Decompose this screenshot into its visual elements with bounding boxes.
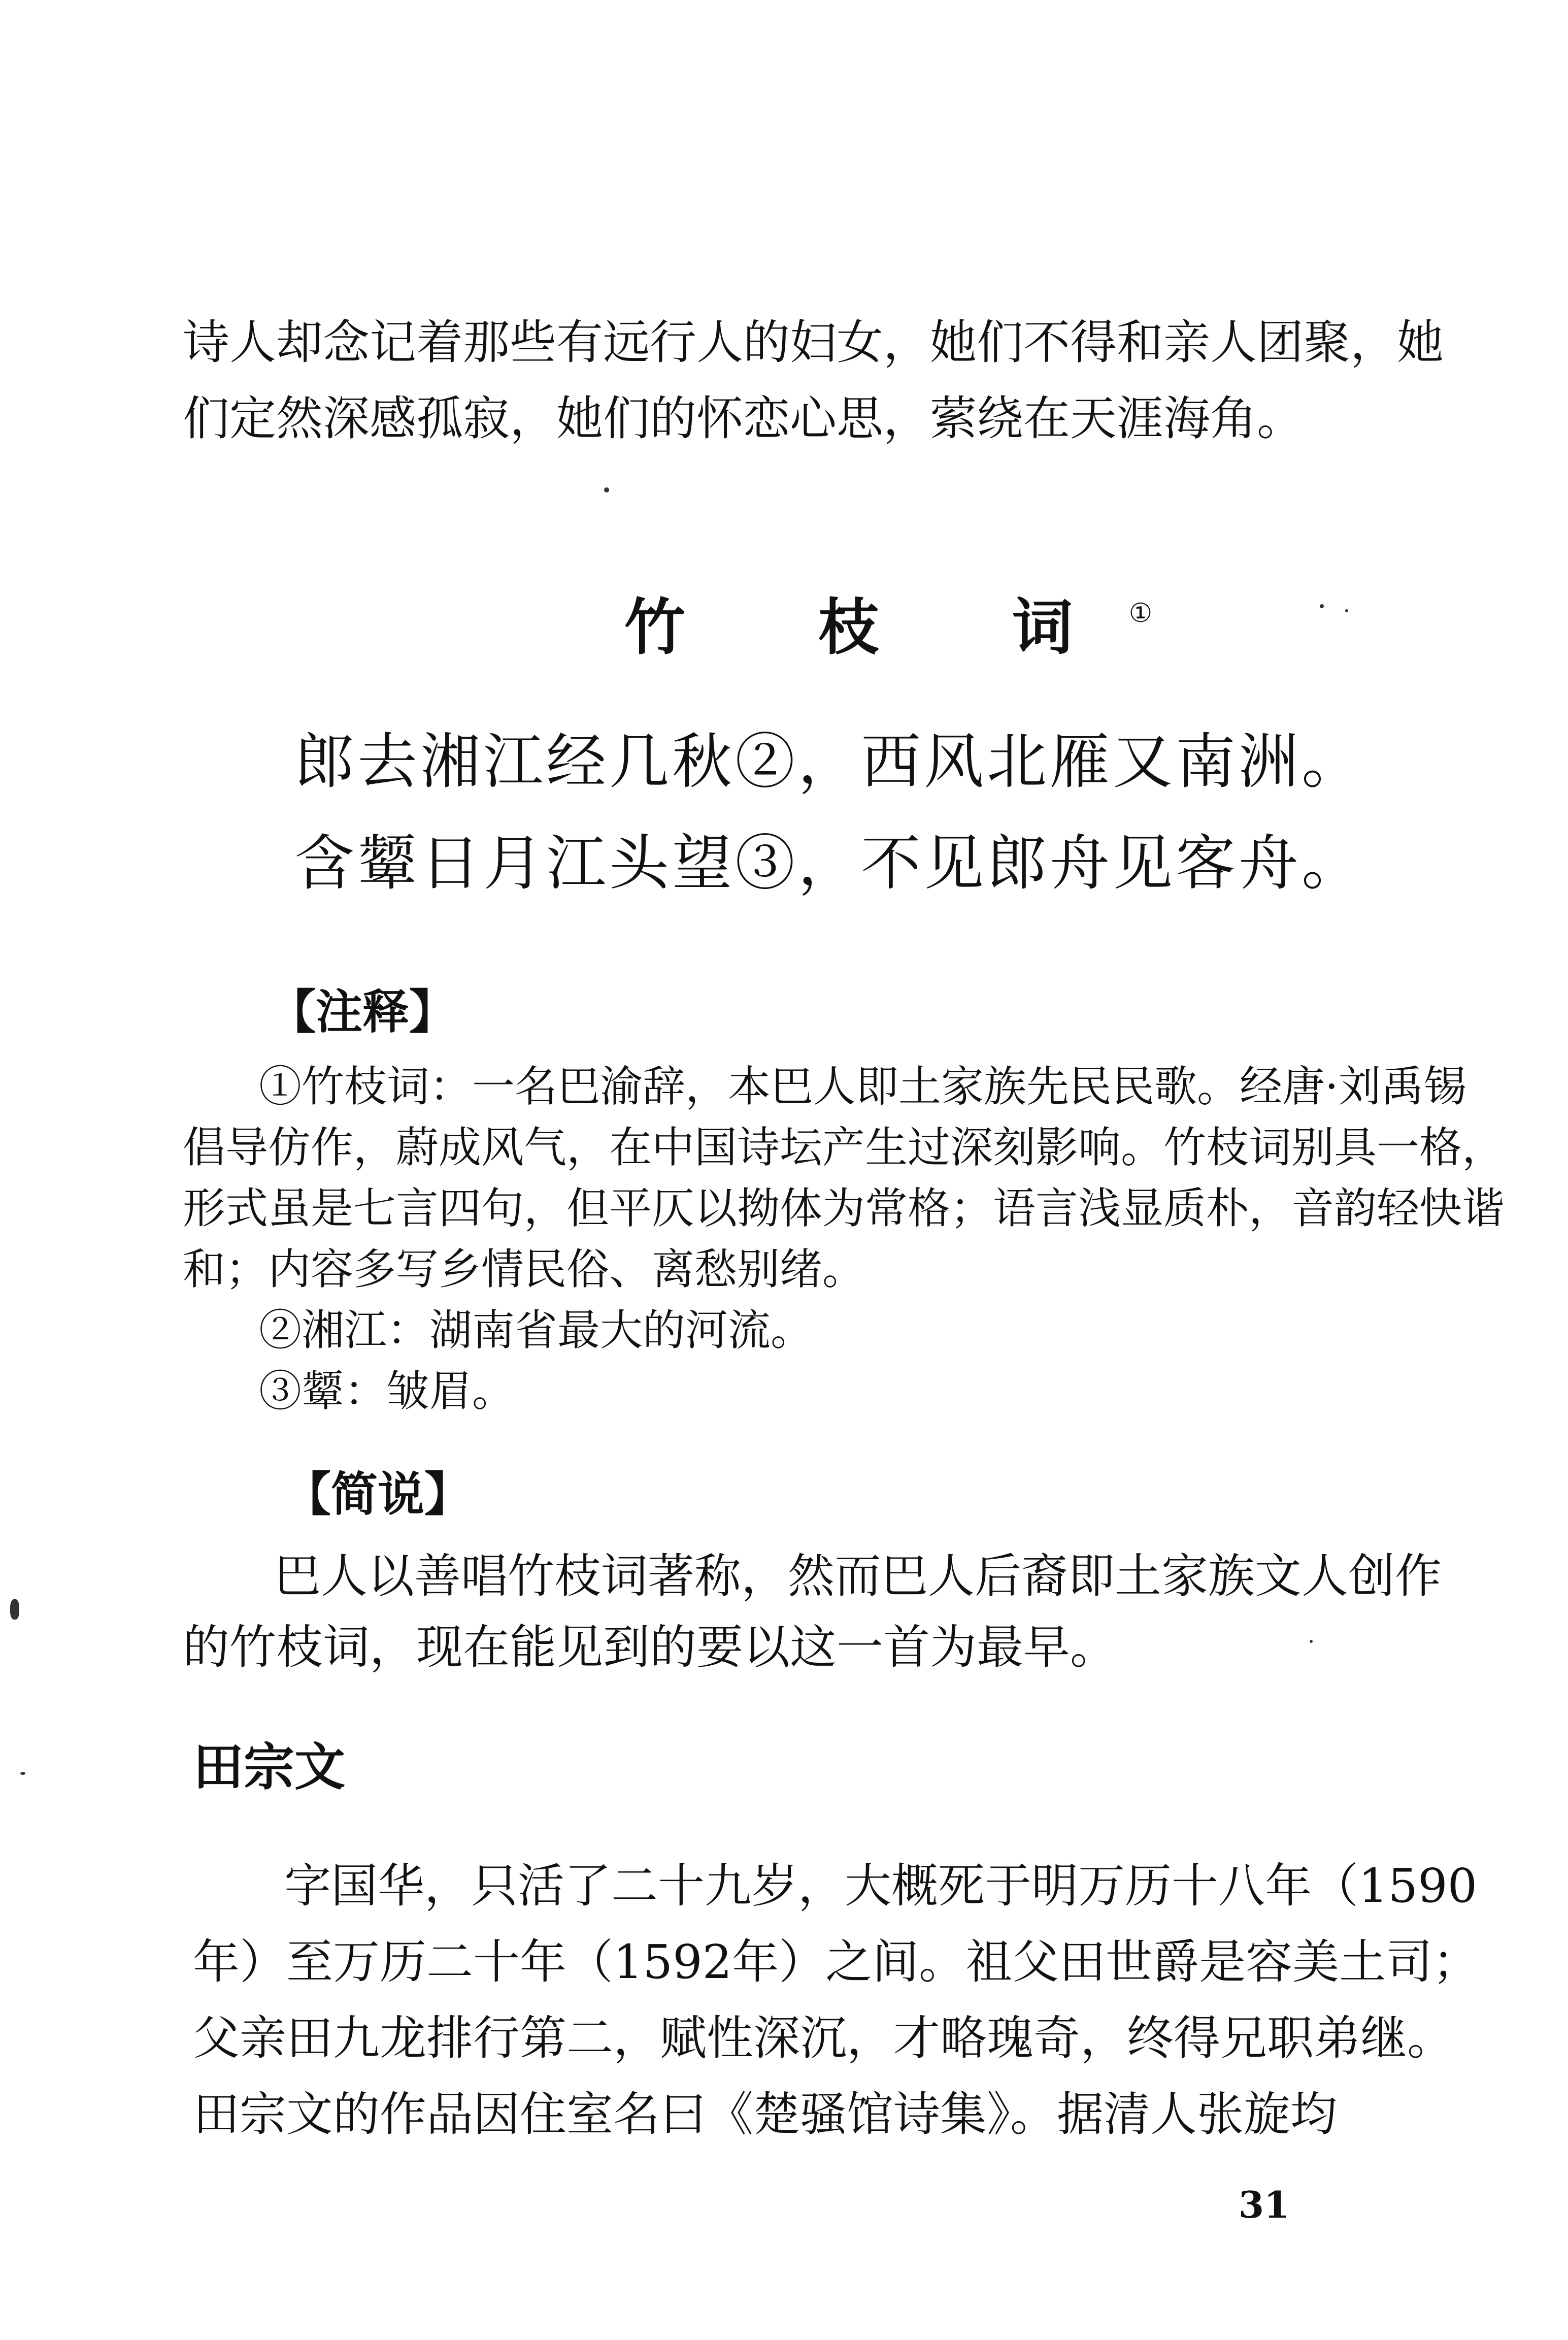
poem-line-1: 郎去湘江经几秋②，西风北雁又南洲。 <box>294 727 1365 797</box>
page-number: 31 <box>1239 2183 1290 2226</box>
scan-speck <box>604 487 609 492</box>
poem-line-2: 含颦日月江头望③，不见郎舟见客舟。 <box>294 828 1365 898</box>
note-line-2: 倡导仿作，蔚成风气，在中国诗坛产生过深刻影响。竹枝词别具一格， <box>183 1123 1505 1172</box>
section-line-4: 田宗文的作品因住室名曰《楚骚馆诗集》。据清人张旋均 <box>193 2087 1338 2141</box>
note-line-3: 形式虽是七言四句，但平仄以拗体为常格；语言浅显质朴，音韵轻快谐 <box>183 1183 1505 1233</box>
commentary-line-1: 巴人以善唱竹枝词著称，然而巴人后裔即土家族文人创作 <box>274 1549 1442 1603</box>
note-line-4: 和；内容多写乡情民俗、离愁别绪。 <box>183 1244 865 1294</box>
scan-speck <box>20 1772 25 1775</box>
scan-speck <box>1345 609 1348 612</box>
scan-speck <box>1310 1640 1313 1643</box>
note-line-6: ③颦：皱眉。 <box>259 1366 515 1416</box>
note-line-1: ①竹枝词：一名巴渝辞，本巴人即土家族先民民歌。经唐·刘禹锡 <box>259 1062 1466 1111</box>
notes-heading: 【注释】 <box>269 984 456 1039</box>
commentary-heading: 【简说】 <box>284 1467 472 1522</box>
poem-title <box>624 579 1152 666</box>
section-line-2: 年）至万历二十年（1592年）之间。祖父田世爵是容美土司； <box>193 1935 1480 1989</box>
commentary-line-2: 的竹枝词，现在能见到的要以这一首为最早。 <box>183 1620 1117 1674</box>
section-title: 田宗文 <box>193 1737 345 1797</box>
note-line-5: ②湘江：湖南省最大的河流。 <box>259 1305 814 1355</box>
poem-title-footnote-mark: ① <box>1128 598 1153 629</box>
intro-line-2: 们定然深感孤寂，她们的怀恋心思，萦绕在天涯海角。 <box>183 391 1304 446</box>
section-line-3: 父亲田九龙排行第二，赋性深沉，才略瑰奇，终得兄职弟继。 <box>193 2011 1454 2065</box>
section-line-1: 字国华，只活了二十九岁，大概死于明万历十八年（1590 <box>284 1859 1478 1913</box>
scan-speck <box>10 1599 19 1620</box>
poem-title-text: 竹 枝 词 <box>624 591 1129 663</box>
intro-line-1: 诗人却念记着那些有远行人的妇女，她们不得和亲人团聚，她 <box>183 315 1444 370</box>
scan-speck <box>1320 604 1324 608</box>
